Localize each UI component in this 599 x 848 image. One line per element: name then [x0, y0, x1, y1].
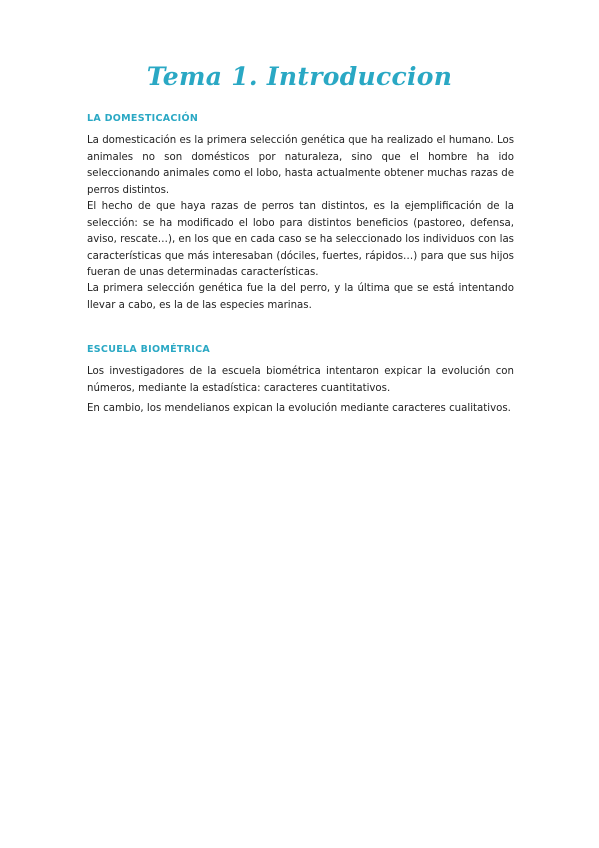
section-heading-domesticacion: LA DOMESTICACIÓN: [87, 113, 199, 124]
section-heading-escuela-biometrica: ESCUELA BIOMÉTRICA: [87, 344, 211, 355]
paragraph: Los investigadores de la escuela biométrica intentaron expicar la evolución con números, mediante la estadística: caracteres cuantitativos.: [87, 366, 514, 394]
page-title: Tema 1. Introduccion: [146, 62, 453, 91]
paragraph: La domesticación es la primera selección genética que ha realizado el humano. Los animales no son domésticos por naturaleza, sino que el hombre ha ido seleccionando animales como el lobo, hasta actualmente obtener muchas razas de perros distintos.: [87, 135, 514, 196]
paragraph: En cambio, los mendelianos expican la evolución mediante caracteres cualitativos.: [87, 403, 511, 414]
paragraph: El hecho de que haya razas de perros tan distintos, es la ejemplificación de la selección: se ha modificado el lobo para distintos beneficios (pastoreo, defensa, aviso, rescate…), en los que en cada caso se ha seleccionado los individuos con las características que más interesaban (dóciles, fuertes, rápidos…) para que sus hijos fueran de unas determinadas características.: [87, 201, 514, 279]
paragraph: La primera selección genética fue la del perro, y la última que se está intentando llevar a cabo, es la de las especies marinas.: [87, 283, 514, 311]
